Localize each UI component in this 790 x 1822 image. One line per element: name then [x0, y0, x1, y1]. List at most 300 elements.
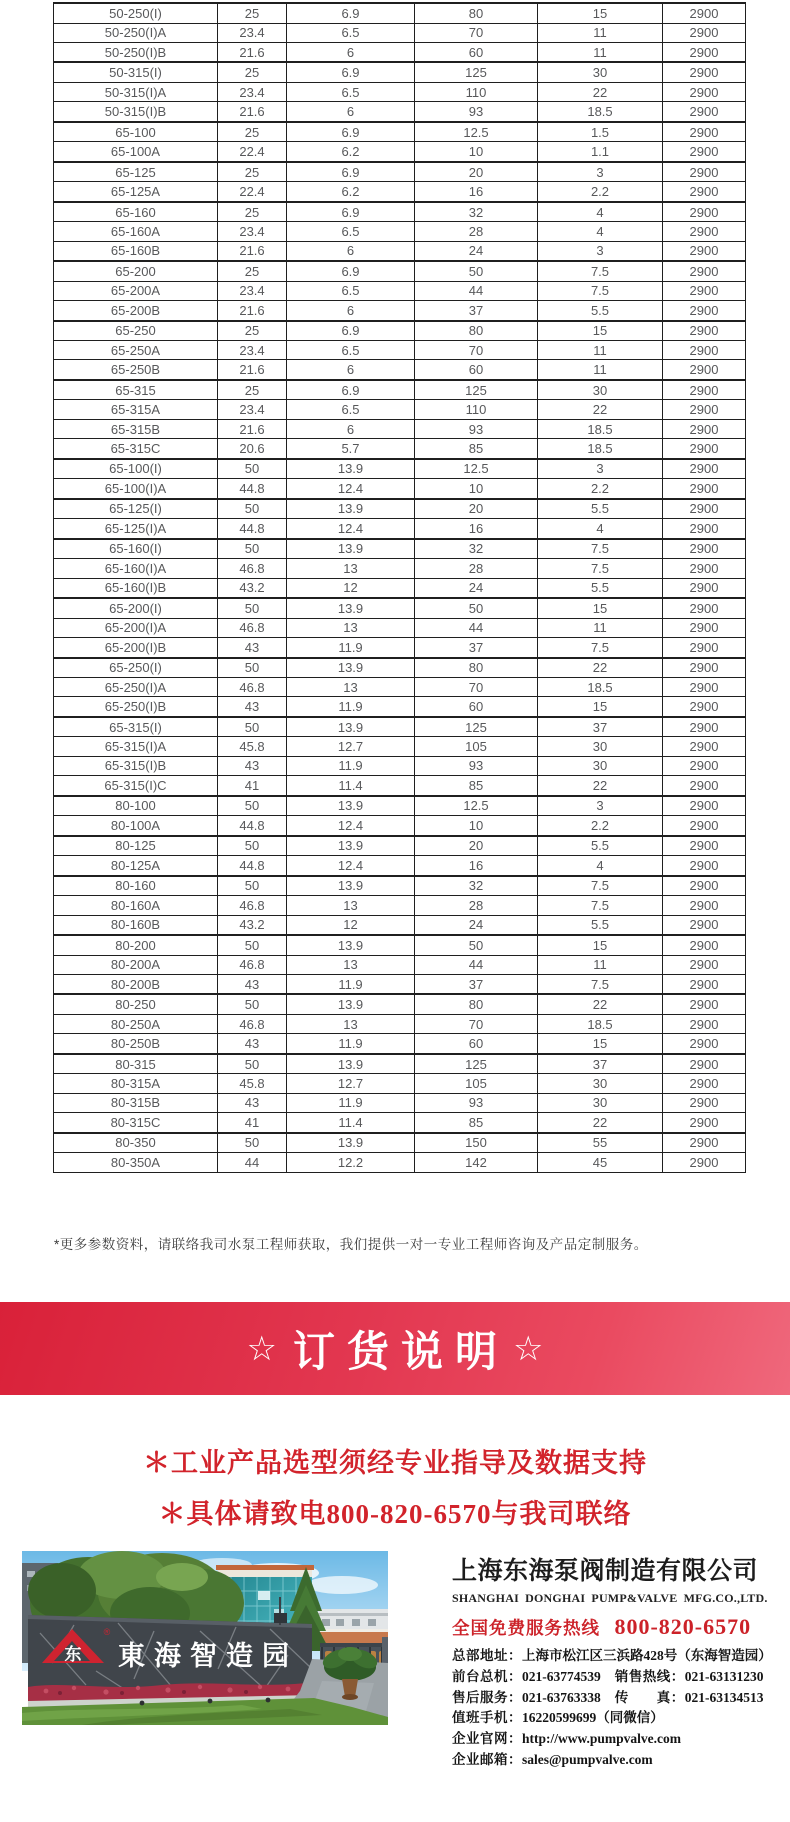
- value-cell: 43: [218, 1034, 287, 1054]
- value-cell: 80: [415, 994, 538, 1014]
- value-cell: 21.6: [218, 301, 287, 321]
- value-cell: 2.2: [538, 182, 663, 202]
- table-row: [54, 82, 746, 101]
- model-cell: 50-315(I): [54, 62, 218, 82]
- value-cell: 2900: [663, 341, 746, 360]
- value-cell: 2900: [663, 717, 746, 737]
- table-row: [54, 419, 746, 438]
- value-cell: 15: [538, 697, 663, 717]
- value-cell: 32: [415, 876, 538, 896]
- value-cell: 2900: [663, 182, 746, 202]
- notice-line-2: ＊具体请致电800-820-6570与我司联络: [158, 1499, 632, 1529]
- value-cell: 3: [538, 796, 663, 816]
- table-row: [54, 1133, 746, 1153]
- contact-block: [452, 1646, 772, 1771]
- value-cell: 60: [415, 42, 538, 62]
- table-row: [54, 618, 746, 637]
- star-icon-right: ☆: [513, 1329, 544, 1368]
- contact-value: 16220599699（同微信）: [522, 1710, 664, 1726]
- value-cell: 13.9: [287, 459, 415, 479]
- model-cell: 65-315B: [54, 419, 218, 438]
- value-cell: 2900: [663, 578, 746, 598]
- value-cell: 50: [218, 994, 287, 1014]
- value-cell: 50: [415, 935, 538, 955]
- value-cell: 30: [538, 1074, 663, 1093]
- value-cell: 37: [415, 974, 538, 994]
- value-cell: 11: [538, 360, 663, 380]
- value-cell: 37: [415, 638, 538, 658]
- value-cell: 15: [538, 598, 663, 618]
- model-cell: 80-200: [54, 935, 218, 955]
- value-cell: 13: [287, 896, 415, 915]
- model-cell: 50-250(I)A: [54, 23, 218, 42]
- value-cell: 7.5: [538, 638, 663, 658]
- value-cell: 12.7: [287, 1074, 415, 1093]
- factory-photo: [22, 1551, 388, 1725]
- table-row: [54, 202, 746, 222]
- value-cell: 5.5: [538, 836, 663, 856]
- value-cell: 12.4: [287, 816, 415, 836]
- table-row: [54, 1113, 746, 1133]
- table-row: [54, 281, 746, 300]
- value-cell: 50: [218, 459, 287, 479]
- model-cell: 50-315(I)B: [54, 102, 218, 122]
- value-cell: 2900: [663, 202, 746, 222]
- value-cell: 6: [287, 360, 415, 380]
- value-cell: 2900: [663, 122, 746, 142]
- value-cell: 43: [218, 974, 287, 994]
- value-cell: 6.5: [287, 23, 415, 42]
- value-cell: 30: [538, 62, 663, 82]
- table-row: [54, 915, 746, 935]
- contact-value: 021-63763338: [522, 1689, 601, 1705]
- value-cell: 1.5: [538, 122, 663, 142]
- value-cell: 13.9: [287, 876, 415, 896]
- model-cell: 65-125: [54, 162, 218, 182]
- value-cell: 18.5: [538, 439, 663, 459]
- model-cell: 80-315A: [54, 1074, 218, 1093]
- contact-label: 企业邮箱：: [452, 1751, 522, 1767]
- value-cell: 45.8: [218, 1074, 287, 1093]
- value-cell: 2.2: [538, 816, 663, 836]
- value-cell: 2900: [663, 102, 746, 122]
- value-cell: 125: [415, 717, 538, 737]
- model-cell: 65-125(I)A: [54, 519, 218, 539]
- value-cell: 2900: [663, 539, 746, 559]
- value-cell: 15: [538, 1034, 663, 1054]
- value-cell: 21.6: [218, 102, 287, 122]
- value-cell: 105: [415, 1074, 538, 1093]
- value-cell: 11.9: [287, 1093, 415, 1112]
- value-cell: 25: [218, 321, 287, 341]
- value-cell: 125: [415, 380, 538, 400]
- contact-value: 上海市松江区三浜路428号（东海智造园）: [522, 1648, 772, 1663]
- value-cell: 2900: [663, 222, 746, 241]
- value-cell: 13.9: [287, 1133, 415, 1153]
- value-cell: 28: [415, 559, 538, 578]
- value-cell: 11.9: [287, 1034, 415, 1054]
- value-cell: 2900: [663, 1034, 746, 1054]
- contact-value: 021-63774539: [522, 1668, 601, 1684]
- value-cell: 2900: [663, 598, 746, 618]
- value-cell: 50: [218, 598, 287, 618]
- value-cell: 23.4: [218, 281, 287, 300]
- value-cell: 60: [415, 360, 538, 380]
- value-cell: 7.5: [538, 261, 663, 281]
- value-cell: 6.5: [287, 281, 415, 300]
- value-cell: 6.9: [287, 261, 415, 281]
- value-cell: 6.9: [287, 3, 415, 23]
- value-cell: 11.9: [287, 756, 415, 775]
- table-row: [54, 737, 746, 756]
- value-cell: 12.4: [287, 519, 415, 539]
- value-cell: 12.2: [287, 1153, 415, 1173]
- value-cell: 18.5: [538, 102, 663, 122]
- value-cell: 85: [415, 439, 538, 459]
- model-cell: 65-250(I)B: [54, 697, 218, 717]
- model-cell: 65-315C: [54, 439, 218, 459]
- value-cell: 2900: [663, 459, 746, 479]
- contact-value website-url: http://www.pumpvalve.com: [522, 1731, 682, 1747]
- value-cell: 11: [538, 618, 663, 637]
- value-cell: 5.5: [538, 578, 663, 598]
- value-cell: 43: [218, 1093, 287, 1112]
- table-row: [54, 400, 746, 419]
- value-cell: 30: [538, 1093, 663, 1112]
- value-cell: 7.5: [538, 896, 663, 915]
- value-cell: 12.5: [415, 459, 538, 479]
- factory-photo-art: [22, 1551, 388, 1725]
- value-cell: 93: [415, 102, 538, 122]
- value-cell: 2900: [663, 856, 746, 876]
- model-cell: 80-350: [54, 1133, 218, 1153]
- table-row: [54, 1054, 746, 1074]
- value-cell: 2900: [663, 1014, 746, 1033]
- value-cell: 7.5: [538, 974, 663, 994]
- table-row: [54, 459, 746, 479]
- value-cell: 2900: [663, 162, 746, 182]
- value-cell: 2900: [663, 955, 746, 974]
- value-cell: 13.9: [287, 836, 415, 856]
- value-cell: 4: [538, 222, 663, 241]
- value-cell: 2900: [663, 1054, 746, 1074]
- value-cell: 16: [415, 182, 538, 202]
- value-cell: 43: [218, 756, 287, 775]
- value-cell: 46.8: [218, 955, 287, 974]
- value-cell: 13: [287, 1014, 415, 1033]
- value-cell: 2900: [663, 697, 746, 717]
- table-row: [54, 499, 746, 519]
- sign-text: 東海智造园: [118, 1641, 298, 1671]
- spec-table-body: [54, 3, 746, 1173]
- model-cell: 80-250: [54, 994, 218, 1014]
- value-cell: 20: [415, 162, 538, 182]
- value-cell: 6.5: [287, 222, 415, 241]
- table-row: [54, 222, 746, 241]
- value-cell: 2900: [663, 42, 746, 62]
- value-cell: 18.5: [538, 1014, 663, 1033]
- contact-label: 传 真：: [600, 1689, 685, 1705]
- table-row: [54, 955, 746, 974]
- table-row: [54, 439, 746, 459]
- model-cell: 65-250: [54, 321, 218, 341]
- table-row: [54, 182, 746, 202]
- value-cell: 50: [415, 261, 538, 281]
- value-cell: 20: [415, 836, 538, 856]
- contact-label: 销售热线：: [600, 1668, 685, 1684]
- value-cell: 2900: [663, 62, 746, 82]
- model-cell: 65-160B: [54, 241, 218, 261]
- value-cell: 25: [218, 380, 287, 400]
- table-row: [54, 974, 746, 994]
- value-cell: 7.5: [538, 876, 663, 896]
- table-row: [54, 896, 746, 915]
- table-row: [54, 321, 746, 341]
- value-cell: 50: [218, 796, 287, 816]
- value-cell: 43: [218, 697, 287, 717]
- value-cell: 2900: [663, 281, 746, 300]
- model-cell: 80-125A: [54, 856, 218, 876]
- value-cell: 16: [415, 856, 538, 876]
- value-cell: 23.4: [218, 341, 287, 360]
- value-cell: 30: [538, 737, 663, 756]
- value-cell: 12: [287, 915, 415, 935]
- value-cell: 37: [415, 301, 538, 321]
- value-cell: 2900: [663, 1113, 746, 1133]
- value-cell: 3: [538, 241, 663, 261]
- value-cell: 50: [218, 717, 287, 737]
- value-cell: 11: [538, 955, 663, 974]
- model-cell: 80-315: [54, 1054, 218, 1074]
- value-cell: 25: [218, 62, 287, 82]
- table-row: [54, 261, 746, 281]
- value-cell: 10: [415, 142, 538, 162]
- value-cell: 60: [415, 1034, 538, 1054]
- spec-table: [53, 2, 746, 1173]
- value-cell: 44.8: [218, 856, 287, 876]
- hotline-number: 800-820-6570: [614, 1614, 752, 1639]
- value-cell: 93: [415, 419, 538, 438]
- value-cell: 22.4: [218, 182, 287, 202]
- table-row: [54, 1074, 746, 1093]
- table-row: [54, 3, 746, 23]
- note-text: *更多参数资料，请联络我司水泵工程师获取，我们提供一对一专业工程师咨询及产品定制服务。: [54, 1237, 648, 1252]
- table-row: [54, 479, 746, 499]
- value-cell: 43: [218, 638, 287, 658]
- value-cell: 55: [538, 1133, 663, 1153]
- value-cell: 22: [538, 994, 663, 1014]
- model-cell: 65-315(I): [54, 717, 218, 737]
- value-cell: 3: [538, 459, 663, 479]
- company-info: [452, 1551, 772, 1771]
- value-cell: 6.9: [287, 202, 415, 222]
- value-cell: 85: [415, 776, 538, 796]
- model-cell: 80-100: [54, 796, 218, 816]
- table-row: [54, 776, 746, 796]
- value-cell: 2900: [663, 261, 746, 281]
- table-row: [54, 876, 746, 896]
- value-cell: 93: [415, 1093, 538, 1112]
- logo-char: 东: [64, 1645, 82, 1664]
- value-cell: 6: [287, 42, 415, 62]
- table-row: [54, 638, 746, 658]
- value-cell: 2900: [663, 994, 746, 1014]
- model-cell: 80-160B: [54, 915, 218, 935]
- value-cell: 22: [538, 82, 663, 101]
- table-row: [54, 756, 746, 775]
- value-cell: 12.4: [287, 856, 415, 876]
- model-cell: 65-160(I)A: [54, 559, 218, 578]
- table-row: [54, 935, 746, 955]
- contact-label: 总部地址：: [452, 1648, 522, 1663]
- value-cell: 28: [415, 896, 538, 915]
- model-cell: 65-250(I): [54, 658, 218, 678]
- value-cell: 85: [415, 1113, 538, 1133]
- value-cell: 11.9: [287, 638, 415, 658]
- value-cell: 11: [538, 23, 663, 42]
- value-cell: 22: [538, 400, 663, 419]
- value-cell: 15: [538, 935, 663, 955]
- value-cell: 32: [415, 539, 538, 559]
- model-cell: 80-100A: [54, 816, 218, 836]
- contact-line-address: [452, 1646, 772, 1667]
- model-cell: 65-250B: [54, 360, 218, 380]
- value-cell: 12: [287, 578, 415, 598]
- value-cell: 6.2: [287, 142, 415, 162]
- model-cell: 65-160A: [54, 222, 218, 241]
- table-row: [54, 1034, 746, 1054]
- value-cell: 93: [415, 756, 538, 775]
- value-cell: 6: [287, 301, 415, 321]
- contact-label: 值班手机：: [452, 1710, 522, 1726]
- model-cell: 50-250(I)B: [54, 42, 218, 62]
- value-cell: 6.9: [287, 162, 415, 182]
- value-cell: 6.9: [287, 380, 415, 400]
- value-cell: 7.5: [538, 281, 663, 300]
- model-cell: 65-100(I)A: [54, 479, 218, 499]
- table-row: [54, 241, 746, 261]
- contact-value: 021-63131230: [684, 1668, 764, 1684]
- value-cell: 21.6: [218, 241, 287, 261]
- value-cell: 2900: [663, 974, 746, 994]
- value-cell: 5.5: [538, 301, 663, 321]
- table-row: [54, 62, 746, 82]
- value-cell: 13.9: [287, 717, 415, 737]
- value-cell: 6: [287, 102, 415, 122]
- service-hotline: [452, 1614, 757, 1640]
- value-cell: 23.4: [218, 82, 287, 101]
- value-cell: 44: [415, 618, 538, 637]
- model-cell: 65-200(I)B: [54, 638, 218, 658]
- value-cell: 2900: [663, 559, 746, 578]
- value-cell: 142: [415, 1153, 538, 1173]
- value-cell: 6.5: [287, 400, 415, 419]
- value-cell: 22: [538, 658, 663, 678]
- model-cell: 65-160: [54, 202, 218, 222]
- value-cell: 13.9: [287, 539, 415, 559]
- value-cell: 43.2: [218, 915, 287, 935]
- value-cell: 13.9: [287, 658, 415, 678]
- value-cell: 2900: [663, 23, 746, 42]
- company-name: 上海东海泵阀制造有限公司: [452, 1557, 759, 1585]
- table-row: [54, 796, 746, 816]
- model-cell: 65-315(I)A: [54, 737, 218, 756]
- value-cell: 2900: [663, 876, 746, 896]
- value-cell: 15: [538, 321, 663, 341]
- model-cell: 65-200(I): [54, 598, 218, 618]
- value-cell: 70: [415, 678, 538, 697]
- table-row: [54, 994, 746, 1014]
- value-cell: 80: [415, 658, 538, 678]
- value-cell: 105: [415, 737, 538, 756]
- value-cell: 50: [218, 658, 287, 678]
- value-cell: 13.9: [287, 935, 415, 955]
- value-cell: 24: [415, 915, 538, 935]
- value-cell: 45.8: [218, 737, 287, 756]
- contact-line-email: [452, 1750, 757, 1771]
- value-cell: 11.9: [287, 974, 415, 994]
- model-cell: 80-200A: [54, 955, 218, 974]
- model-cell: 80-250B: [54, 1034, 218, 1054]
- value-cell: 13: [287, 559, 415, 578]
- value-cell: 2900: [663, 380, 746, 400]
- table-row: [54, 697, 746, 717]
- value-cell: 2900: [663, 301, 746, 321]
- value-cell: 5.7: [287, 439, 415, 459]
- value-cell: 50: [218, 876, 287, 896]
- table-row: [54, 102, 746, 122]
- value-cell: 21.6: [218, 42, 287, 62]
- value-cell: 44.8: [218, 816, 287, 836]
- value-cell: 6.9: [287, 321, 415, 341]
- value-cell: 22: [538, 1113, 663, 1133]
- table-row: [54, 658, 746, 678]
- value-cell: 25: [218, 162, 287, 182]
- value-cell: 12.7: [287, 737, 415, 756]
- notice-line-1: ＊工业产品选型须经专业指导及数据支持: [143, 1448, 647, 1478]
- model-cell: 65-250(I)A: [54, 678, 218, 697]
- value-cell: 44.8: [218, 479, 287, 499]
- table-row: [54, 1153, 746, 1173]
- model-cell: 65-200B: [54, 301, 218, 321]
- value-cell: 46.8: [218, 618, 287, 637]
- value-cell: 2900: [663, 1093, 746, 1112]
- value-cell: 41: [218, 776, 287, 796]
- table-row: [54, 1014, 746, 1033]
- value-cell: 150: [415, 1133, 538, 1153]
- value-cell: 46.8: [218, 1014, 287, 1033]
- value-cell: 12.5: [415, 122, 538, 142]
- value-cell: 5.5: [538, 499, 663, 519]
- value-cell: 2900: [663, 439, 746, 459]
- value-cell: 2900: [663, 419, 746, 438]
- contact-value: 021-63134513: [684, 1689, 764, 1705]
- value-cell: 11: [538, 42, 663, 62]
- value-cell: 50: [218, 836, 287, 856]
- value-cell: 4: [538, 519, 663, 539]
- value-cell: 11.4: [287, 776, 415, 796]
- value-cell: 15: [538, 3, 663, 23]
- company-name-en: SHANGHAI DONGHAI PUMP&VALVE MFG.CO.,LTD.: [452, 1591, 768, 1605]
- model-cell: 65-160(I)B: [54, 578, 218, 598]
- model-cell: 65-315: [54, 380, 218, 400]
- table-row: [54, 301, 746, 321]
- value-cell: 5.5: [538, 915, 663, 935]
- value-cell: 50: [218, 935, 287, 955]
- table-row: [54, 717, 746, 737]
- value-cell: 50: [218, 1054, 287, 1074]
- contact-label: 前台总机：: [452, 1668, 522, 1684]
